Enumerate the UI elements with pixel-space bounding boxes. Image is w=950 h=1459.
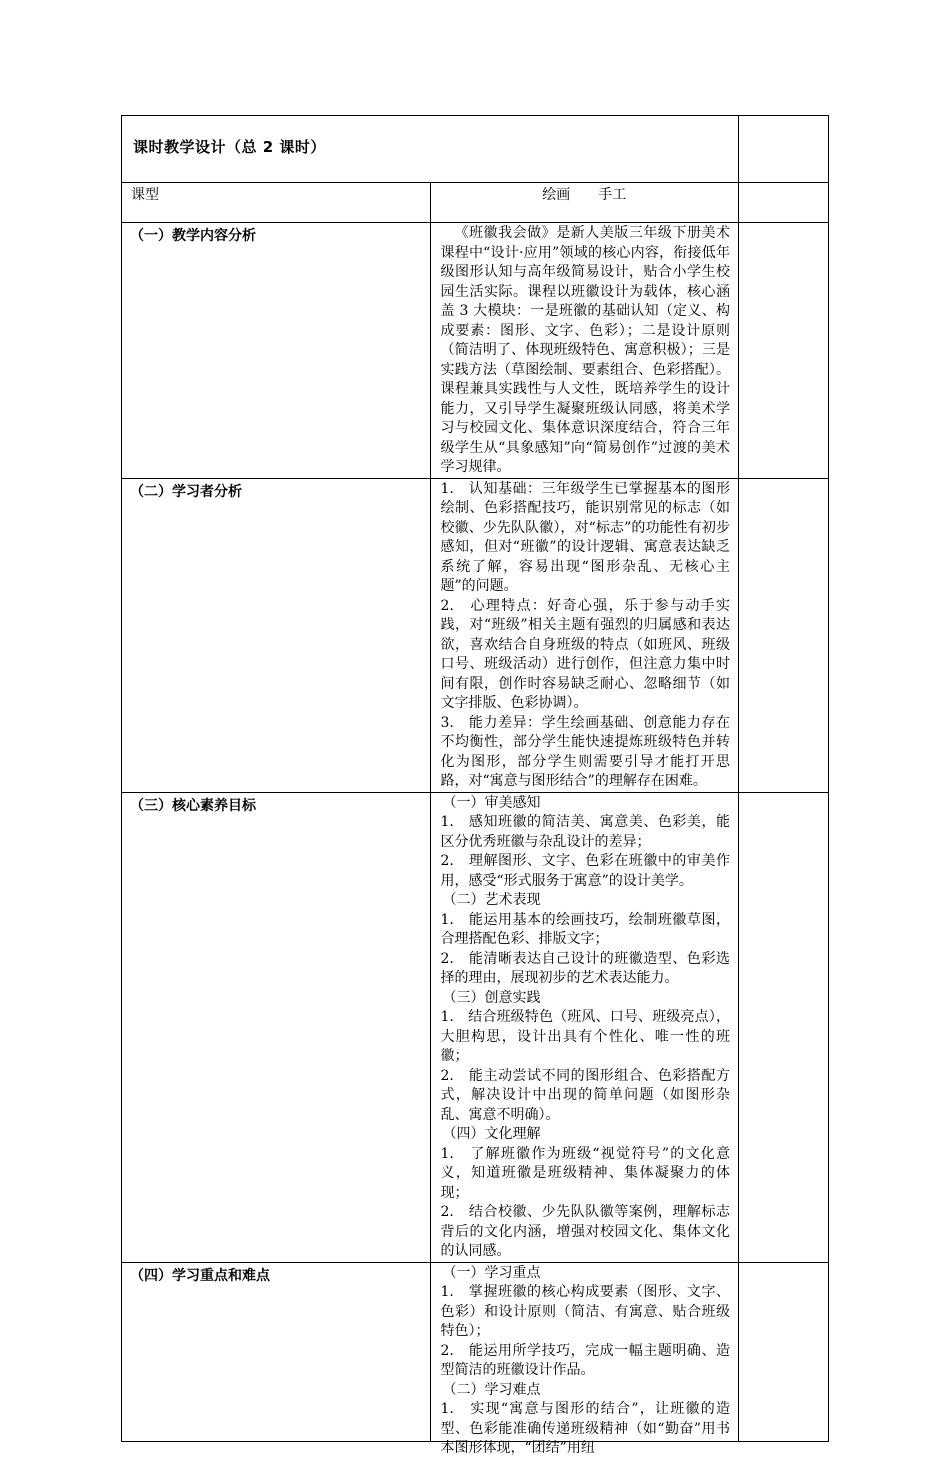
- content-paragraph: 1. 能运用基本的绘画技巧，绘制班徽草图，合理搭配色彩、排版文字；: [440, 911, 730, 947]
- section-label-cell: [122, 792, 431, 1262]
- subheading: （二）学习难点: [442, 1381, 541, 1398]
- content-paragraph: 3. 能力差异：学生绘画基础、创意能力存在不均衡性，部分学生能快速提炼班级特色并转化为图形，部分学生则需要引导才能打开思路，对“寓意与图形结合”的理解存在困难。: [440, 714, 730, 789]
- section-content-cell: [430, 1262, 739, 1456]
- content-paragraph: 2. 心理特点：好奇心强，乐于参与动手实践，对“班级”相关主题有强烈的归属感和表达欲，喜欢结合自身班级的特点（如班风、班级口号、班级活动）进行创作，但注意力集中时间有限，创作时容易缺乏耐心、忽略细节（如文字排版、色彩协调）。: [440, 597, 730, 711]
- section-label: （三）核心素养目标: [130, 797, 256, 814]
- section-row: [122, 223, 829, 479]
- type-value-painting: 绘画: [542, 187, 571, 203]
- title-row: [122, 116, 829, 183]
- empty-cell: [739, 478, 829, 792]
- content-paragraph: 1. 认知基础：三年级学生已掌握基本的图形绘制、色彩搭配技巧，能识别常见的标志（如校徽、少先队队徽），对“标志”的功能性有初步感知，但对“班徽”的设计逻辑、寓意表达缺乏系统了解，容易出现“图形杂乱、无核心主题”的问题。: [440, 480, 730, 594]
- subheading: （二）艺术表现: [442, 892, 541, 908]
- section-label: （二）学习者分析: [130, 483, 242, 500]
- content-paragraph: 2. 理解图形、文字、色彩在班徽中的审美作用，感受“形式服务于寓意”的设计美学。: [440, 853, 730, 889]
- section-content: [431, 479, 739, 792]
- empty-cell: [739, 792, 829, 1262]
- section-content-cell: [430, 478, 739, 792]
- subheading: （一）学习重点: [442, 1264, 541, 1281]
- content-paragraph: 2. 能清晰表达自己设计的班徽造型、色彩选择的理由，展现初步的艺术表达能力。: [440, 950, 730, 986]
- subheading: （四）文化理解: [442, 1126, 541, 1142]
- content-paragraph: 2. 能运用所学技巧，完成一幅主题明确、造型简洁的班徽设计作品。: [440, 1342, 730, 1378]
- type-value-cell: [430, 183, 739, 223]
- section-label-cell: [122, 1262, 431, 1442]
- section-label: （四）学习重点和难点: [130, 1267, 270, 1284]
- content-paragraph: 2. 结合校徽、少先队队徽等案例，理解标志背后的文化内涵，增强对校园文化、集体文化的认同感。: [440, 1204, 730, 1259]
- section-label-cell: [122, 223, 431, 479]
- content-paragraph: 1. 结合班级特色（班风、口号、班级亮点），大胆构思，设计出具有个性化、唯一性的班徽；: [440, 1009, 730, 1064]
- section-content: [431, 793, 739, 1262]
- section-row: [122, 792, 829, 1262]
- type-label-cell: [122, 183, 431, 223]
- type-values: [431, 183, 739, 205]
- type-label: 课型: [131, 187, 159, 203]
- section-row: [122, 478, 829, 792]
- section-label: （一）教学内容分析: [130, 228, 256, 244]
- content-paragraph: 1. 实现“寓意与图形的结合”，让班徽的造型、色彩能准确传递班级精神（如“勤奋”用书本图形体现，“团结”用纽: [440, 1401, 730, 1456]
- content-paragraph: 1. 感知班徽的简洁美、寓意美、色彩美，能区分优秀班徽与杂乱设计的差异；: [440, 814, 730, 850]
- empty-cell: [739, 1262, 829, 1442]
- content-paragraph: 1. 掌握班徽的核心构成要素（图形、文字、色彩）和设计原则（简洁、有寓意、贴合班级特色）；: [440, 1284, 730, 1339]
- empty-cell: [739, 183, 829, 223]
- type-value-handcraft: 手工: [598, 187, 627, 203]
- section-content-cell: [430, 223, 739, 479]
- title-cell: [122, 116, 739, 183]
- content-paragraph: 《班徽我会做》是新人美版三年级下册美术课程中“设计·应用”领域的核心内容，衔接低年级图形认知与高年级简易设计，贴合小学生校园生活实际。课程以班徽设计为载体，核心涵盖 3 大模块：一是班徽的基础认知（定义、构成要素：图形、文字、色彩）；二是设计原则（简洁明了、体现班级特色、寓意积极）；三是实践方法（草图绘制、要素组合、色彩搭配）。课程兼具实践性与人文性，既培养学生的设计能力，又引导学生凝聚班级认同感，将美术学习与校园文化、集体意识深度结合，符合三年级学生从“具象感知”向“简易创作”过渡的美术学习规律。: [440, 225, 730, 475]
- section-content: [431, 223, 739, 478]
- subheading: （三）创意实践: [442, 989, 541, 1006]
- subheading: （一）审美感知: [442, 794, 541, 811]
- table-title: 课时教学设计（总 2 课时）: [133, 138, 326, 156]
- empty-cell: [739, 116, 829, 183]
- lesson-design-table: [121, 115, 829, 1456]
- section-row: [122, 1262, 829, 1442]
- content-paragraph: 2. 能主动尝试不同的图形组合、色彩搭配方式，解决设计中出现的简单问题（如图形杂乱、寓意不明确）。: [440, 1067, 730, 1123]
- section-content-cell: [430, 792, 739, 1262]
- empty-cell: [739, 223, 829, 479]
- content-paragraph: 1. 了解班徽作为班级“视觉符号”的文化意义，知道班徽是班级精神、集体凝聚力的体现；: [440, 1145, 730, 1201]
- section-label-cell: [122, 478, 431, 792]
- type-row: [122, 183, 829, 223]
- section-content: [431, 1263, 739, 1456]
